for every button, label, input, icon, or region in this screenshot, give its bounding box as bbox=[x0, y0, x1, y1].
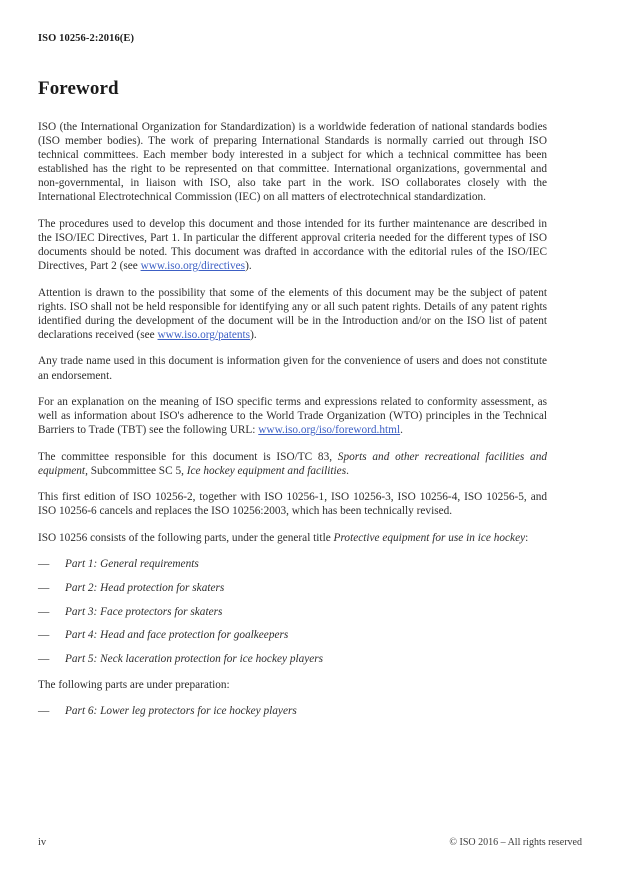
list-dash: — bbox=[38, 558, 50, 571]
parts-list bbox=[38, 557, 547, 665]
list-dash: — bbox=[38, 652, 50, 665]
page-title: Foreword bbox=[38, 78, 119, 99]
paragraph-procedures-text: The procedures used to develop this document and those intended for its further maintenance are described in the ISO/IEC Directives, Part 1. In particular the different approval criteria needed for the different types of ISO documents should be noted. This document was drafted in accordance with the editorial rules of the ISO/IEC Directives, Part 2 (see bbox=[38, 217, 547, 273]
list-item-label: Part 2: Head protection for skaters bbox=[65, 581, 225, 594]
link-iso-directives[interactable]: www.iso.org/directives bbox=[140, 260, 246, 273]
list-item-label: Part 4: Head and face protection for goalkeepers bbox=[65, 629, 289, 642]
link-iso-foreword[interactable]: www.iso.org/iso/foreword.html bbox=[258, 424, 401, 437]
parts-intro-text: ISO 10256 consists of the following parts, under the general title bbox=[38, 531, 334, 544]
paragraph-committee bbox=[38, 450, 547, 478]
list-dash: — bbox=[38, 705, 50, 718]
list-item-label: Part 3: Face protectors for skaters bbox=[65, 605, 223, 618]
list-item-label: Part 1: General requirements bbox=[65, 558, 199, 571]
committee-text-1: The committee responsible for this document is ISO/TC 83, bbox=[38, 450, 338, 463]
list-item-label: Part 5: Neck laceration protection for ice hockey players bbox=[65, 652, 324, 665]
paragraph-patent-rights-text: Attention is drawn to the possibility that some of the elements of this document may be the subject of patent rights. ISO shall not be held responsible for identifying any or all such patent rights. Details of any patent rights identified during the development of the document will be in the Introduction and/or on the ISO list of patent declarations received (see bbox=[38, 286, 547, 341]
committee-name: Sports and other recreational facilities and equipment bbox=[38, 450, 547, 477]
committee-text-2: , Subcommittee SC 5, bbox=[85, 464, 187, 477]
paragraph-wto-suffix: . bbox=[400, 424, 403, 437]
paragraph-procedures-suffix: ). bbox=[245, 260, 252, 273]
paragraph-patent-rights bbox=[38, 286, 547, 342]
paragraph-patent-rights-suffix: ). bbox=[250, 329, 257, 341]
list-item bbox=[38, 652, 547, 666]
document-header-reference: ISO 10256-2:2016(E) bbox=[38, 33, 135, 44]
page-number: iv bbox=[38, 837, 47, 848]
paragraph-wto-explanation bbox=[38, 395, 547, 437]
list-dash: — bbox=[38, 605, 50, 618]
document-content bbox=[38, 78, 547, 728]
page-footer bbox=[38, 837, 582, 848]
copyright-notice: © ISO 2016 – All rights reserved bbox=[449, 837, 582, 848]
list-dash: — bbox=[38, 629, 50, 642]
paragraph-preparation-intro: The following parts are under preparation: bbox=[38, 678, 230, 691]
list-item-label: Part 6: Lower leg protectors for ice hockey players bbox=[65, 705, 297, 718]
list-item bbox=[38, 628, 547, 642]
committee-text-3: . bbox=[346, 464, 349, 477]
link-iso-patents[interactable]: www.iso.org/patents bbox=[157, 329, 251, 341]
list-item bbox=[38, 605, 547, 619]
paragraph-procedures bbox=[38, 217, 547, 273]
paragraph-parts-intro bbox=[38, 531, 547, 545]
list-item bbox=[38, 704, 547, 718]
list-dash: — bbox=[38, 581, 50, 594]
list-item bbox=[38, 557, 547, 571]
paragraph-wto-text: For an explanation on the meaning of ISO specific terms and expressions related to conformity assessment, as well as information about ISO's adherence to the World Trade Organization (WTO) principles in the Technical Barriers to Trade (TBT) see the following URL: bbox=[38, 396, 547, 437]
paragraph-first-edition: This first edition of ISO 10256-2, together with ISO 10256-1, ISO 10256-3, ISO 10256-4, ISO 10256-5, and ISO 10256-6 cancels and replaces the ISO 10256:2003, which has been technically revised. bbox=[38, 491, 547, 518]
general-title: Protective equipment for use in ice hockey bbox=[333, 531, 526, 544]
preparation-parts-list bbox=[38, 704, 547, 718]
list-item bbox=[38, 581, 547, 595]
paragraph-trade-name: Any trade name used in this document is information given for the convenience of users and does not constitute an endorsement. bbox=[38, 355, 547, 382]
paragraph-iso-description: ISO (the International Organization for Standardization) is a worldwide federation of national standards bodies (ISO member bodies). The work of preparing International Standards is normally carried out through ISO technical committees. Each member body interested in a subject for which a technical committee has been established has the right to be represented on that committee. International organizations, governmental and non-governmental, in liaison with ISO, also take part in the work. ISO collaborates closely with the International Electrotechnical Commission (IEC) on all matters of electrotechnical standardization. bbox=[38, 121, 547, 204]
parts-intro-suffix: : bbox=[525, 531, 529, 544]
subcommittee-name: Ice hockey equipment and facilities bbox=[186, 464, 347, 477]
